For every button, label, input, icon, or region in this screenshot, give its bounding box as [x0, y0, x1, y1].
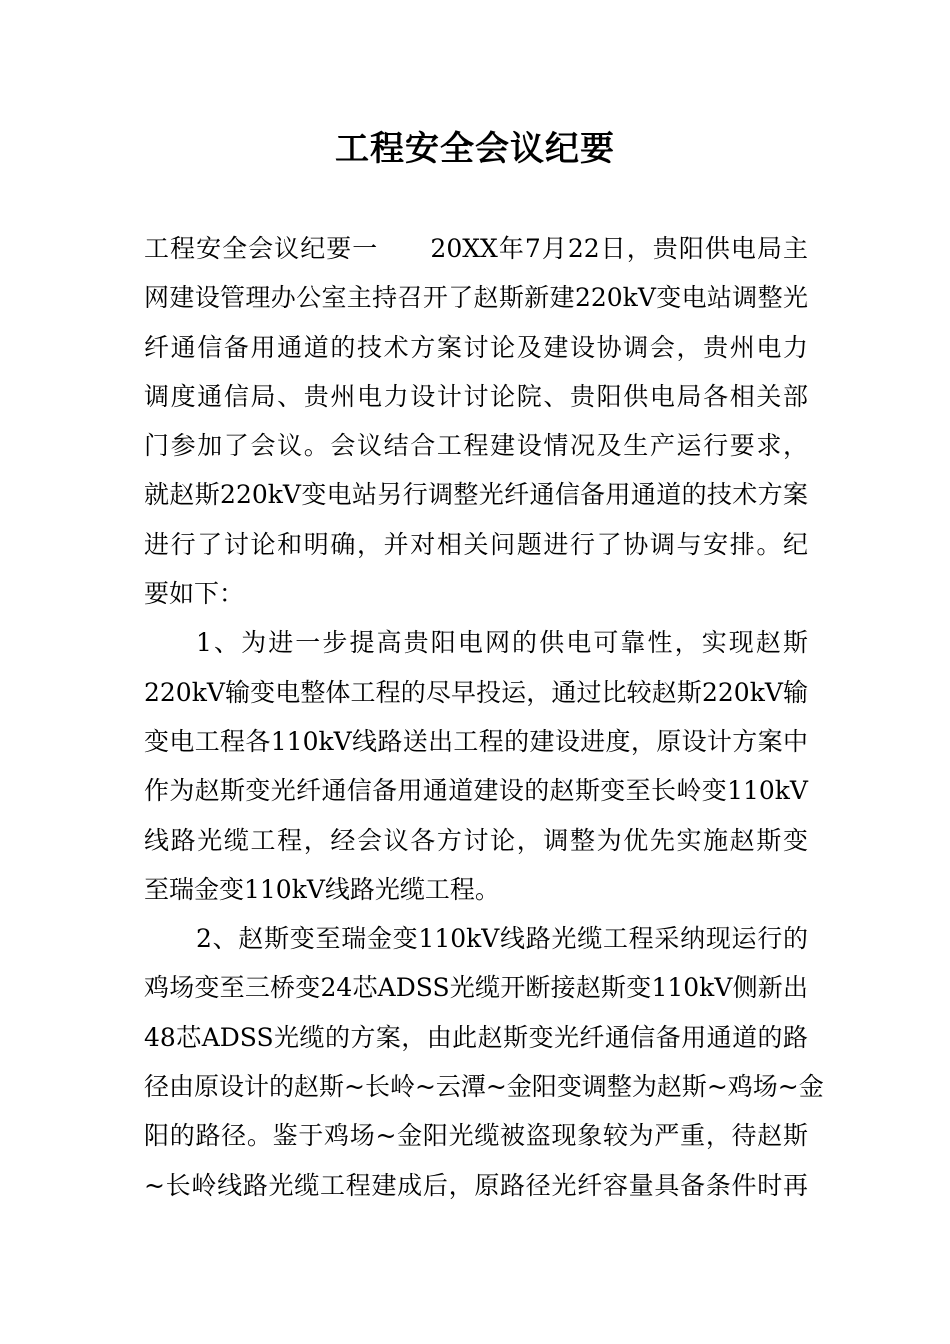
text-line: 进行了讨论和明确，并对相关问题进行了协调与安排。纪 [144, 529, 808, 559]
text-line: 作为赵斯变光纤通信备用通道建设的赵斯变至长岭变110kV [144, 776, 808, 806]
text-line: 2、赵斯变至瑞金变110kV线路光缆工程采纳现运行的 [196, 924, 808, 954]
document-body [144, 224, 824, 1210]
text-line: 就赵斯220kV变电站另行调整光纤通信备用通道的技术方案 [144, 480, 808, 510]
text-line: 至瑞金变110kV线路光缆工程。 [144, 874, 500, 904]
document-title: 工程安全会议纪要 [335, 129, 615, 169]
text-line: 1、为进一步提高贵阳电网的供电可靠性，实现赵斯 [196, 628, 808, 658]
text-line: 鸡场变至三桥变24芯ADSS光缆开断接赵斯变110kV侧新出 [144, 973, 808, 1003]
text-line: 工程安全会议纪要一 20XX年7月22日，贵阳供电局主 [144, 234, 808, 263]
text-line: 变电工程各110kV线路送出工程的建设进度，原设计方案中 [144, 726, 808, 756]
text-line: 48芯ADSS光缆的方案，由此赵斯变光纤通信备用通道的路 [144, 1022, 808, 1052]
text-line: 纤通信备用通道的技术方案讨论及建设协调会，贵州电力 [144, 332, 808, 362]
text-line: 网建设管理办公室主持召开了赵斯新建220kV变电站调整光 [144, 283, 808, 313]
text-line: 阳的路径。鉴于鸡场~金阳光缆被盗现象较为严重，待赵斯 [144, 1121, 808, 1151]
text-line: 220kV输变电整体工程的尽早投运，通过比较赵斯220kV输 [144, 677, 808, 707]
text-line: 门参加了会议。会议结合工程建设情况及生产运行要求， [144, 431, 808, 461]
text-line: 线路光缆工程，经会议各方讨论，调整为优先实施赵斯变 [144, 825, 808, 855]
text-line: 要如下： [144, 579, 245, 609]
text-line: 调度通信局、贵州电力设计讨论院、贵阳供电局各相关部 [144, 381, 808, 411]
text-line: ~长岭线路光缆工程建成后，原路径光纤容量具备条件时再 [144, 1170, 808, 1200]
text-line: 径由原设计的赵斯~长岭~云潭~金阳变调整为赵斯~鸡场~金 [144, 1072, 824, 1102]
